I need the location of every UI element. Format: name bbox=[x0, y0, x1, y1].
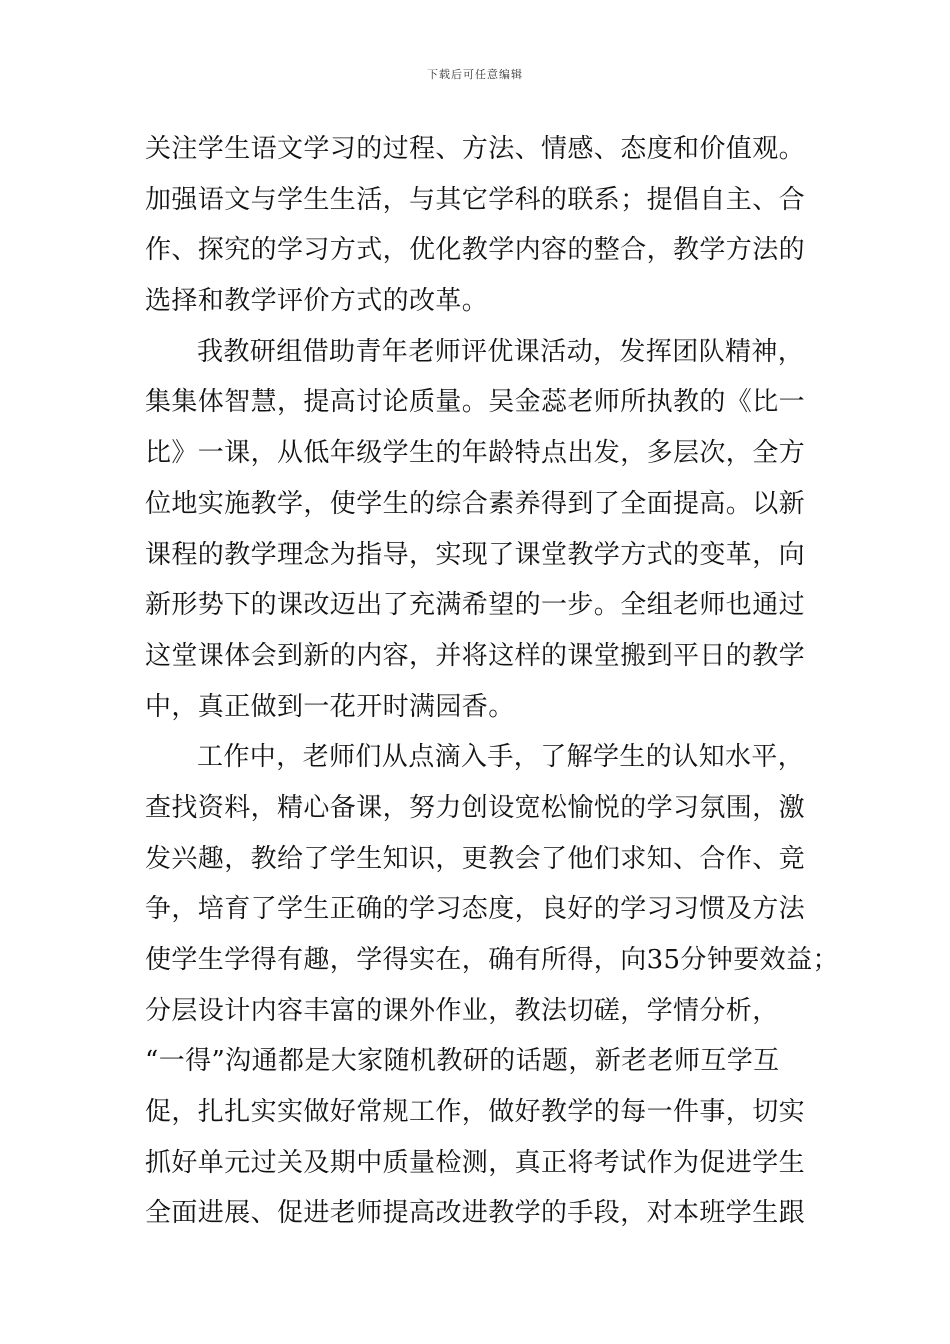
text-line: “一得”沟通都是大家随机教研的话题，新老老师互学互 bbox=[145, 1046, 780, 1077]
text-line: 使学生学得有趣，学得实在，确有所得，向35分钟要效益； bbox=[145, 945, 839, 975]
text-line: 选择和教学评价方式的改革。 bbox=[145, 286, 489, 317]
text-line: 全面进展、促进老师提高改进教学的手段，对本班学生跟 bbox=[145, 1198, 806, 1229]
text-line: 抓好单元过关及期中质量检测，真正将考试作为促进学生 bbox=[145, 1147, 806, 1178]
paragraph-start-line: 工作中，老师们从点滴入手，了解学生的认知水平， bbox=[197, 742, 805, 773]
text-line: 课程的教学理念为指导，实现了课堂教学方式的变革，向 bbox=[145, 539, 806, 570]
text-line: 比》一课，从低年级学生的年龄特点出发，多层次，全方 bbox=[145, 438, 806, 469]
text-line: 加强语文与学生生活，与其它学科的联系；提倡自主、合 bbox=[145, 184, 806, 215]
text-line: 争，培育了学生正确的学习态度，良好的学习习惯及方法 bbox=[145, 894, 806, 925]
document-body bbox=[145, 124, 839, 1239]
text-line: 这堂课体会到新的内容，并将这样的课堂搬到平日的教学 bbox=[145, 640, 806, 671]
paragraph-start-line: 我教研组借助青年老师评优课活动，发挥团队精神， bbox=[197, 336, 805, 367]
text-line: 发兴趣，教给了学生知识，更教会了他们求知、合作、竞 bbox=[145, 843, 806, 874]
text-line: 集集体智慧，提高讨论质量。吴金蕊老师所执教的《比一 bbox=[145, 387, 806, 418]
page-header: 下载后可任意编辑 bbox=[427, 68, 523, 81]
text-line: 位地实施教学，使学生的综合素养得到了全面提高。以新 bbox=[145, 488, 806, 519]
text-line: 促，扎扎实实做好常规工作，做好教学的每一件事，切实 bbox=[145, 1097, 806, 1128]
text-line: 作、探究的学习方式，优化教学内容的整合，教学方法的 bbox=[145, 235, 806, 266]
text-line: 中，真正做到一花开时满园香。 bbox=[145, 691, 515, 722]
text-line: 新形势下的课改迈出了充满希望的一步。全组老师也通过 bbox=[145, 590, 806, 621]
text-line: 查找资料，精心备课，努力创设宽松愉悦的学习氛围，激 bbox=[145, 792, 806, 823]
text-line: 关注学生语文学习的过程、方法、情感、态度和价值观。 bbox=[145, 134, 806, 164]
text-line: 分层设计内容丰富的课外作业，教法切磋，学情分析， bbox=[145, 995, 779, 1026]
